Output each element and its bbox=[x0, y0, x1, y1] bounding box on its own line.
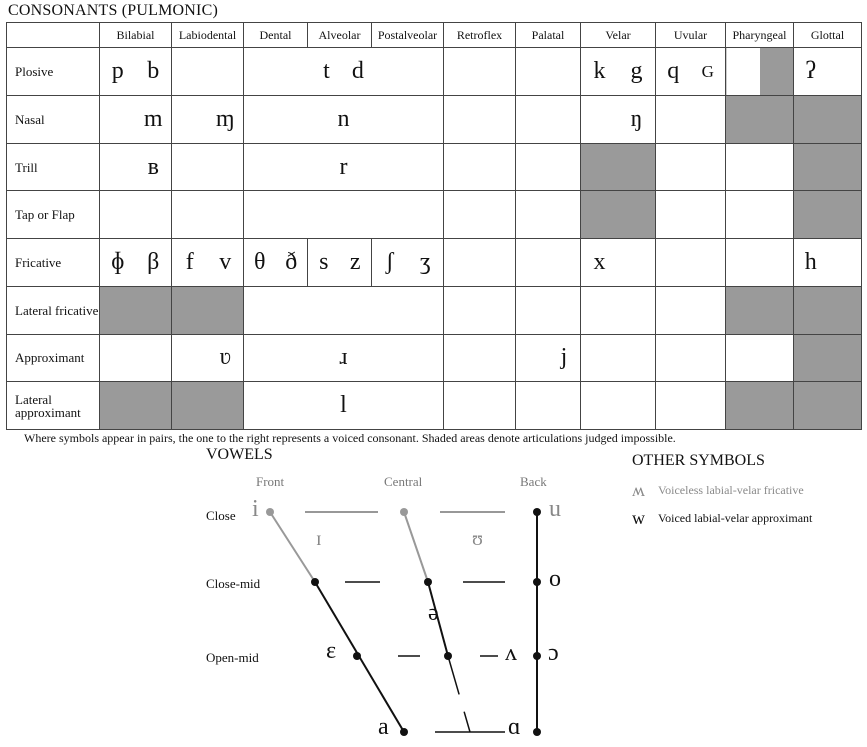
symbol-z: z bbox=[349, 249, 361, 276]
vowel-row-close-mid: Close-mid bbox=[206, 576, 261, 591]
col-labiodental: Labiodental bbox=[172, 23, 244, 48]
symbol-k: k bbox=[593, 58, 606, 85]
symbol-labiodental-approximant: ʋ bbox=[219, 344, 231, 371]
symbol-bilabial-trill: ʙ bbox=[147, 153, 159, 180]
vowel-i: i bbox=[252, 496, 259, 522]
row-label-approximant: Approximant bbox=[7, 334, 100, 382]
col-glottal: Glottal bbox=[794, 23, 862, 48]
symbol-d: d bbox=[351, 58, 364, 85]
other-symbols-title: OTHER SYMBOLS bbox=[632, 452, 765, 469]
col-alveolar: Alveolar bbox=[308, 23, 372, 48]
row-label-plosive: Plosive bbox=[7, 48, 100, 96]
vowel-col-central: Central bbox=[384, 474, 423, 489]
vowel-open-o: ɔ bbox=[548, 640, 559, 666]
vowel-wedge: ʌ bbox=[505, 640, 517, 666]
row-label-lateral-fricative: Lateral fricative bbox=[7, 286, 100, 334]
other-symbol-row bbox=[632, 480, 804, 501]
vowel-epsilon: ɛ bbox=[326, 638, 337, 664]
vowel-alpha: ɑ bbox=[508, 714, 521, 740]
symbol-x: x bbox=[593, 249, 606, 276]
chart-title: CONSONANTS (PULMONIC) bbox=[8, 2, 218, 19]
symbol-l: l bbox=[340, 392, 347, 419]
row-label-tap: Tap or Flap bbox=[7, 191, 100, 239]
vowel-col-back: Back bbox=[520, 474, 547, 489]
vowel-o: o bbox=[549, 566, 561, 592]
footnote: Where symbols appear in pairs, the one to the right represents a voiced consonant. Shaded areas denote articulations judged impossible. bbox=[24, 431, 676, 445]
symbol-q: q bbox=[667, 58, 680, 85]
symbol-s: s bbox=[319, 249, 329, 276]
other-symbol-row bbox=[632, 508, 812, 529]
vowel-schwa: ə bbox=[428, 600, 439, 626]
symbol-beta: β bbox=[147, 249, 160, 276]
symbol-theta: θ bbox=[254, 249, 266, 276]
symbol-v: v bbox=[219, 249, 232, 276]
col-uvular: Uvular bbox=[656, 23, 726, 48]
other-symbol-label: Voiceless labial-velar fricative bbox=[658, 483, 804, 497]
symbol-b: b bbox=[147, 58, 160, 85]
symbol-p: p bbox=[111, 58, 124, 85]
symbol-eth: ð bbox=[285, 249, 298, 276]
vowel-col-front: Front bbox=[256, 474, 285, 489]
other-symbol: w bbox=[632, 508, 645, 528]
vowel-near-close-back: ʊ bbox=[472, 528, 483, 550]
col-postalveolar: Postalveolar bbox=[372, 23, 444, 48]
symbol-ezh: ʒ bbox=[419, 249, 431, 276]
col-retroflex: Retroflex bbox=[444, 23, 516, 48]
symbol-h: h bbox=[804, 249, 817, 276]
col-palatal: Palatal bbox=[516, 23, 581, 48]
symbol-glottal-stop: ʔ bbox=[805, 58, 817, 85]
symbol-esh: ʃ bbox=[385, 249, 394, 276]
symbol-turned-r: ɹ bbox=[339, 344, 348, 371]
symbol-n: n bbox=[337, 105, 350, 132]
col-velar: Velar bbox=[581, 23, 656, 48]
vowel-u: u bbox=[549, 496, 561, 522]
symbol-eng: ŋ bbox=[630, 105, 643, 132]
symbol-G: G bbox=[701, 61, 714, 81]
col-bilabial: Bilabial bbox=[100, 23, 172, 48]
row-label-lateral-approximant: Lateral approximant bbox=[7, 382, 100, 430]
vowel-near-close-front: ɪ bbox=[316, 528, 322, 550]
symbol-r: r bbox=[339, 153, 348, 180]
row-label-trill: Trill bbox=[7, 143, 100, 191]
col-pharyngeal: Pharyngeal bbox=[726, 23, 794, 48]
symbol-phi: ɸ bbox=[111, 249, 125, 276]
row-label-nasal: Nasal bbox=[7, 96, 100, 144]
vowel-row-close: Close bbox=[206, 508, 236, 523]
vowels-title: VOWELS bbox=[206, 446, 273, 463]
other-symbol-label: Voiced labial-velar approximant bbox=[658, 511, 813, 525]
col-dental: Dental bbox=[244, 23, 308, 48]
symbol-t: t bbox=[323, 58, 330, 85]
symbol-m: m bbox=[143, 105, 163, 132]
symbol-j: j bbox=[560, 344, 568, 371]
symbol-g: g bbox=[630, 58, 643, 85]
symbol-labiodental-nasal: ɱ bbox=[215, 105, 235, 132]
other-symbol: ʍ bbox=[632, 480, 645, 500]
symbol-f: f bbox=[185, 249, 194, 276]
vowel-row-open-mid: Open-mid bbox=[206, 650, 259, 665]
row-label-fricative: Fricative bbox=[7, 239, 100, 287]
vowel-a: a bbox=[378, 714, 389, 740]
